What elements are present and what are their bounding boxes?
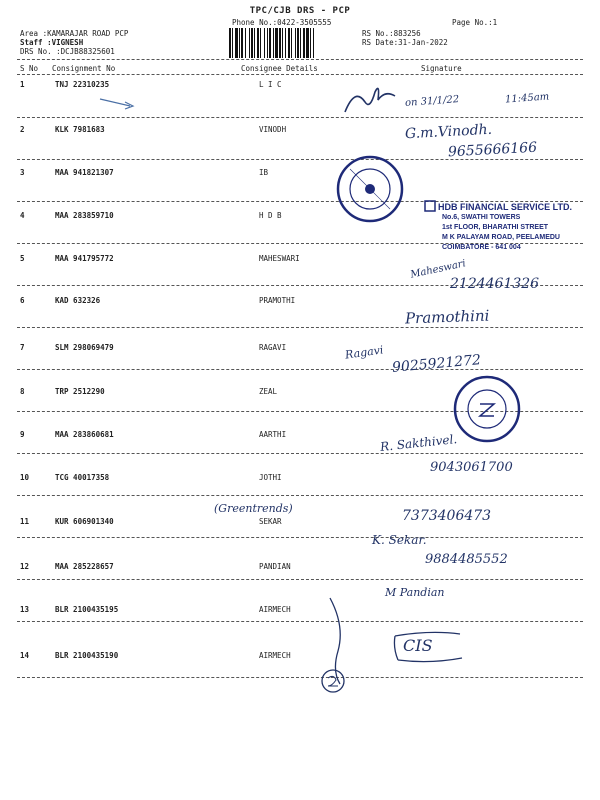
row-sno: 12	[20, 562, 30, 571]
table-row	[0, 538, 600, 580]
hdb-stamp-line3: 1st FLOOR, BHARATHI STREET	[442, 224, 549, 231]
row-consignee: L I C	[259, 80, 282, 89]
rs-number: RS No.:883256	[362, 29, 421, 38]
signature-9-phone: 9043061700	[430, 460, 513, 475]
barcode	[229, 28, 353, 58]
columns-separator	[17, 74, 583, 75]
signature-1-time: 11:45am	[504, 91, 550, 106]
signature-14-circle	[318, 666, 348, 696]
signature-1-date: on 31/1/22	[404, 94, 460, 109]
table-row	[0, 496, 600, 538]
signature-11-name: K. Sekar.	[372, 533, 427, 547]
col-sno: S No	[20, 64, 39, 73]
row-consignee: IB	[259, 168, 269, 177]
signature-14-name: CIS	[403, 636, 433, 655]
table-row	[0, 622, 600, 664]
staff-label: Staff :VIGNESH	[20, 38, 84, 47]
row-consignee: AIRMECH	[259, 651, 291, 660]
signature-11-phone: 7373406473	[402, 508, 492, 524]
header-separator	[17, 59, 583, 60]
row-sno: 9	[20, 430, 25, 439]
hdb-stamp-line5: COIMBATORE - 641 004	[442, 244, 521, 251]
signature-9-name: R. Sakthivel.	[379, 432, 458, 454]
row-consignment: MAA 283859710	[55, 211, 114, 220]
row-consignee: MAHESWARI	[259, 254, 300, 263]
area-label: Area :KAMARAJAR ROAD PCP	[20, 29, 129, 38]
row-sno: 11	[20, 517, 30, 526]
row-sno: 8	[20, 387, 25, 396]
row-consignment: KAD 632326	[55, 296, 101, 305]
ib-stamp	[335, 154, 405, 224]
row-consignment: TRP 2512290	[55, 387, 105, 396]
row-separator	[17, 677, 583, 678]
pen-mark	[95, 94, 140, 112]
phone-number: Phone No.:0422-3505555	[232, 18, 332, 27]
row-consignment: KUR 606901340	[55, 517, 114, 526]
row-sno: 10	[20, 473, 30, 482]
row-consignee: JOTHI	[259, 473, 282, 482]
row-consignee: PANDIAN	[259, 562, 291, 571]
hdb-stamp-line2: No.6, SWATHI TOWERS	[442, 214, 521, 221]
hdb-stamp-line4: M K PALAYAM ROAD, PEELAMEDU	[442, 234, 560, 241]
signature-5-name: Maheswari	[409, 258, 467, 281]
row-consignee: AIRMECH	[259, 605, 291, 614]
signature-2-name: G.m.Vinodh.	[404, 121, 493, 143]
signature-2-phone: 9655666166	[447, 139, 538, 161]
row-consignee: PRAMOTHI	[259, 296, 296, 305]
row-sno: 13	[20, 605, 30, 614]
page-number: Page No.:1	[452, 18, 498, 27]
signature-7-name: Ragavi	[344, 343, 385, 362]
table-row	[0, 160, 600, 202]
row-consignee: VINODH	[259, 125, 287, 134]
zeal-stamp	[452, 374, 522, 444]
row-consignee: RAGAVI	[259, 343, 287, 352]
row-sno: 7	[20, 343, 25, 352]
row-sno: 4	[20, 211, 25, 220]
signature-6-name: Pramothini	[404, 306, 490, 328]
drs-number: DRS No. :DCJB88325601	[20, 47, 115, 56]
document-title: TPC/CJB DRS - PCP	[249, 6, 351, 16]
rs-date: RS Date:31-Jan-2022	[362, 38, 448, 47]
row-consignment: SLM 298069479	[55, 343, 114, 352]
table-row	[0, 580, 600, 622]
table-row	[0, 328, 600, 370]
row-consignment: MAA 283860681	[55, 430, 114, 439]
row-sno: 5	[20, 254, 25, 263]
col-signature: Signature	[421, 64, 462, 73]
col-consignment: Consignment No	[52, 64, 116, 73]
row-consignment: MAA 941821307	[55, 168, 114, 177]
row-sno: 1	[20, 80, 25, 89]
hdb-stamp-line1: HDB FINANCIAL SERVICE LTD.	[438, 202, 573, 212]
row-consignment: KLK 7981683	[55, 125, 105, 134]
row-consignment: BLR 2100435190	[55, 651, 119, 660]
signature-13-name: M Pandian	[385, 586, 445, 599]
col-consignee: Consignee Details	[241, 64, 318, 73]
row-sno: 2	[20, 125, 25, 134]
row-sno: 6	[20, 296, 25, 305]
signature-11-phone2: 9884485552	[425, 552, 508, 567]
row-consignment: TNJ 22310235	[55, 80, 110, 89]
row-consignment: MAA 285228657	[55, 562, 114, 571]
signature-5-phone: 2124461326	[450, 276, 540, 292]
signature-1-scribble	[340, 82, 400, 122]
row-consignment: BLR 2100435195	[55, 605, 119, 614]
signature-11-note: (Greentrends)	[214, 502, 293, 515]
row-sno: 14	[20, 651, 30, 660]
row-sno: 3	[20, 168, 25, 177]
row-consignee: H D B	[259, 211, 282, 220]
hdb-logo	[424, 200, 436, 212]
row-consignee: AARTHI	[259, 430, 287, 439]
row-consignment: MAA 941795772	[55, 254, 114, 263]
row-consignee: SEKAR	[259, 517, 282, 526]
row-consignment: TCG 40017358	[55, 473, 110, 482]
row-consignee: ZEAL	[259, 387, 278, 396]
signature-7-phone: 9025921272	[391, 352, 482, 376]
table-row	[0, 286, 600, 328]
